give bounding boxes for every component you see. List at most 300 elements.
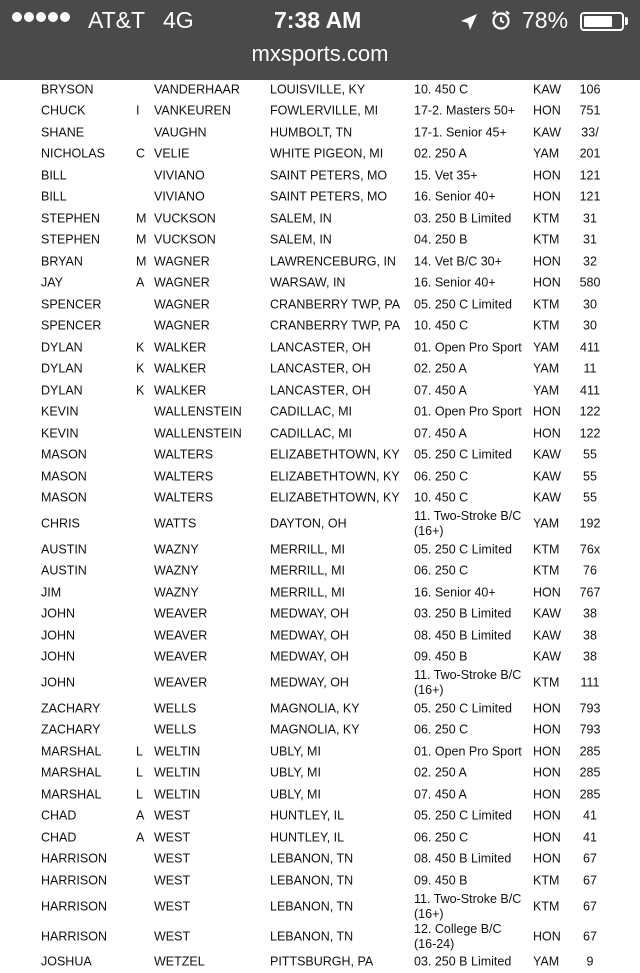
table-row — [0, 402, 640, 424]
first-name-cell: DYLAN — [41, 383, 83, 398]
bike-brand-cell: HON — [533, 190, 561, 205]
first-name-cell: MASON — [41, 469, 87, 484]
first-name-cell: JOHN — [41, 676, 75, 691]
race-class-cell: 15. Vet 35+ — [414, 168, 524, 183]
table-row — [0, 625, 640, 647]
first-name-cell: BILL — [41, 168, 67, 183]
first-name-cell: MASON — [41, 491, 87, 506]
table-row — [0, 423, 640, 445]
first-name-cell: KEVIN — [41, 426, 79, 441]
last-name-cell: WALKER — [154, 362, 206, 377]
bike-brand-cell: KTM — [533, 873, 559, 888]
bike-brand-cell: KAW — [533, 650, 561, 665]
table-row — [0, 251, 640, 273]
table-row — [0, 79, 640, 101]
bike-brand-cell: KTM — [533, 319, 559, 334]
hometown-cell: HUNTLEY, IL — [270, 809, 344, 824]
table-row — [0, 561, 640, 583]
hometown-cell: UBLY, MI — [270, 787, 321, 802]
last-name-cell: WEST — [154, 830, 190, 845]
hometown-cell: MEDWAY, OH — [270, 607, 349, 622]
last-name-cell: VELIE — [154, 147, 189, 162]
bike-brand-cell: KAW — [533, 628, 561, 643]
first-name-cell: JOHN — [41, 628, 75, 643]
table-row — [0, 165, 640, 187]
hometown-cell: MAGNOLIA, KY — [270, 701, 360, 716]
last-name-cell: WEAVER — [154, 607, 207, 622]
hometown-cell: SALEM, IN — [270, 233, 332, 248]
table-row — [0, 316, 640, 338]
first-name-cell: JOHN — [41, 607, 75, 622]
race-class-cell: 01. Open Pro Sport — [414, 744, 524, 759]
middle-initial-cell: K — [136, 340, 144, 355]
race-class-cell: 17-2. Masters 50+ — [414, 104, 524, 119]
last-name-cell: WELTIN — [154, 766, 200, 781]
race-class-cell: 05. 250 C Limited — [414, 701, 524, 716]
rider-number-cell: 411 — [578, 340, 602, 355]
last-name-cell: WELTIN — [154, 787, 200, 802]
battery-percentage: 78% — [522, 6, 568, 34]
hometown-cell: LAWRENCEBURG, IN — [270, 254, 396, 269]
last-name-cell: VIVIANO — [154, 190, 205, 205]
hometown-cell: MEDWAY, OH — [270, 628, 349, 643]
rider-number-cell: 30 — [578, 297, 602, 312]
first-name-cell: SPENCER — [41, 319, 101, 334]
rider-number-cell: 38 — [578, 607, 602, 622]
race-class-cell: 08. 450 B Limited — [414, 628, 524, 643]
first-name-cell: ZACHARY — [41, 701, 101, 716]
table-row — [0, 144, 640, 166]
hometown-cell: PITTSBURGH, PA — [270, 955, 373, 970]
middle-initial-cell: L — [136, 766, 143, 781]
rider-number-cell: 31 — [578, 211, 602, 226]
signal-dot — [12, 12, 22, 22]
rider-number-cell: 41 — [578, 830, 602, 845]
last-name-cell: VANKEUREN — [154, 104, 231, 119]
entry-list-table[interactable] — [0, 79, 640, 960]
battery-terminal — [625, 17, 628, 25]
middle-initial-cell: L — [136, 744, 143, 759]
first-name-cell: JIM — [41, 585, 61, 600]
bike-brand-cell: HON — [533, 929, 561, 944]
hometown-cell: ELIZABETHTOWN, KY — [270, 491, 400, 506]
rider-number-cell: 67 — [578, 852, 602, 867]
hometown-cell: LOUISVILLE, KY — [270, 82, 365, 97]
rider-number-cell: 121 — [578, 168, 602, 183]
rider-number-cell: 9 — [578, 955, 602, 970]
first-name-cell: BILL — [41, 190, 67, 205]
first-name-cell: ZACHARY — [41, 723, 101, 738]
rider-number-cell: 285 — [578, 744, 602, 759]
rider-number-cell: 793 — [578, 723, 602, 738]
race-class-cell: 12. College B/C (16-24) — [414, 922, 524, 952]
last-name-cell: WALLENSTEIN — [154, 405, 242, 420]
middle-initial-cell: M — [136, 233, 146, 248]
race-class-cell: 06. 250 C — [414, 723, 524, 738]
table-row — [0, 466, 640, 488]
bike-brand-cell: HON — [533, 787, 561, 802]
rider-number-cell: 767 — [578, 585, 602, 600]
bike-brand-cell: HON — [533, 254, 561, 269]
middle-initial-cell: M — [136, 254, 146, 269]
rider-number-cell: 192 — [578, 517, 602, 532]
battery-icon — [580, 12, 624, 31]
carrier-label: AT&T — [88, 6, 145, 34]
middle-initial-cell: I — [136, 104, 139, 119]
race-class-cell: 16. Senior 40+ — [414, 190, 524, 205]
bike-brand-cell: KTM — [533, 564, 559, 579]
race-class-cell: 01. Open Pro Sport — [414, 340, 524, 355]
bike-brand-cell: KAW — [533, 607, 561, 622]
race-class-cell: 14. Vet B/C 30+ — [414, 254, 524, 269]
clock: 7:38 AM — [274, 6, 361, 34]
first-name-cell: CHRIS — [41, 517, 80, 532]
hometown-cell: LEBANON, TN — [270, 929, 353, 944]
hometown-cell: DAYTON, OH — [270, 517, 347, 532]
table-row — [0, 741, 640, 763]
first-name-cell: JOHN — [41, 650, 75, 665]
alarm-clock-icon — [490, 9, 512, 37]
race-class-cell: 07. 450 A — [414, 426, 524, 441]
rider-number-cell: 751 — [578, 104, 602, 119]
last-name-cell: WALLENSTEIN — [154, 426, 242, 441]
table-row — [0, 784, 640, 806]
middle-initial-cell: A — [136, 830, 144, 845]
middle-initial-cell: C — [136, 147, 145, 162]
hometown-cell: CADILLAC, MI — [270, 405, 352, 420]
first-name-cell: STEPHEN — [41, 211, 100, 226]
first-name-cell: NICHOLAS — [41, 147, 105, 162]
bike-brand-cell: YAM — [533, 383, 559, 398]
last-name-cell: WALTERS — [154, 448, 213, 463]
race-class-cell: 02. 250 A — [414, 362, 524, 377]
race-class-cell: 16. Senior 40+ — [414, 585, 524, 600]
race-class-cell: 06. 250 C — [414, 830, 524, 845]
first-name-cell: MARSHAL — [41, 766, 101, 781]
race-class-cell: 11. Two-Stroke B/C (16+) — [414, 509, 524, 539]
last-name-cell: WAZNY — [154, 564, 199, 579]
table-row — [0, 509, 640, 539]
rider-number-cell: 55 — [578, 448, 602, 463]
bike-brand-cell: HON — [533, 830, 561, 845]
bike-brand-cell: HON — [533, 168, 561, 183]
last-name-cell: VIVIANO — [154, 168, 205, 183]
race-class-cell: 05. 250 C Limited — [414, 809, 524, 824]
race-class-cell: 09. 450 B — [414, 650, 524, 665]
last-name-cell: WELTIN — [154, 744, 200, 759]
race-class-cell: 05. 250 C Limited — [414, 542, 524, 557]
first-name-cell: STEPHEN — [41, 233, 100, 248]
last-name-cell: VANDERHAAR — [154, 82, 240, 97]
bike-brand-cell: KAW — [533, 82, 561, 97]
first-name-cell: AUSTIN — [41, 564, 87, 579]
last-name-cell: VUCKSON — [154, 211, 216, 226]
network-type: 4G — [163, 6, 194, 34]
hometown-cell: HUMBOLT, TN — [270, 125, 352, 140]
table-row — [0, 892, 640, 922]
rider-number-cell: 285 — [578, 766, 602, 781]
hometown-cell: UBLY, MI — [270, 766, 321, 781]
first-name-cell: DYLAN — [41, 340, 83, 355]
signal-strength-icon — [12, 12, 70, 22]
bike-brand-cell: HON — [533, 426, 561, 441]
middle-initial-cell: A — [136, 276, 144, 291]
signal-dot — [48, 12, 58, 22]
bike-brand-cell: HON — [533, 766, 561, 781]
hometown-cell: UBLY, MI — [270, 744, 321, 759]
last-name-cell: WAGNER — [154, 276, 210, 291]
race-class-cell: 01. Open Pro Sport — [414, 405, 524, 420]
last-name-cell: WEAVER — [154, 650, 207, 665]
race-class-cell: 06. 250 C — [414, 564, 524, 579]
rider-number-cell: 67 — [578, 873, 602, 888]
table-row — [0, 806, 640, 828]
first-name-cell: JOSHUA — [41, 955, 92, 970]
hometown-cell: MERRILL, MI — [270, 585, 345, 600]
table-row — [0, 922, 640, 952]
rider-number-cell: 201 — [578, 147, 602, 162]
rider-number-cell: 32 — [578, 254, 602, 269]
hometown-cell: MERRILL, MI — [270, 564, 345, 579]
browser-top-bar — [0, 0, 640, 80]
middle-initial-cell: K — [136, 362, 144, 377]
hometown-cell: ELIZABETHTOWN, KY — [270, 448, 400, 463]
hometown-cell: LEBANON, TN — [270, 899, 353, 914]
hometown-cell: LANCASTER, OH — [270, 340, 371, 355]
race-class-cell: 11. Two-Stroke B/C (16+) — [414, 892, 524, 922]
bike-brand-cell: HON — [533, 276, 561, 291]
hometown-cell: CADILLAC, MI — [270, 426, 352, 441]
hometown-cell: LANCASTER, OH — [270, 362, 371, 377]
bike-brand-cell: KAW — [533, 125, 561, 140]
rider-number-cell: 121 — [578, 190, 602, 205]
race-class-cell: 05. 250 C Limited — [414, 448, 524, 463]
hometown-cell: SAINT PETERS, MO — [270, 168, 387, 183]
signal-dot — [24, 12, 34, 22]
race-class-cell: 10. 450 C — [414, 319, 524, 334]
last-name-cell: WAGNER — [154, 297, 210, 312]
rider-number-cell: 580 — [578, 276, 602, 291]
signal-dot — [36, 12, 46, 22]
address-bar[interactable]: mxsports.com — [0, 40, 640, 68]
last-name-cell: WEST — [154, 852, 190, 867]
table-row — [0, 187, 640, 209]
table-row — [0, 668, 640, 698]
first-name-cell: DYLAN — [41, 362, 83, 377]
bike-brand-cell: KTM — [533, 297, 559, 312]
bike-brand-cell: KAW — [533, 469, 561, 484]
last-name-cell: WETZEL — [154, 955, 205, 970]
last-name-cell: WALKER — [154, 383, 206, 398]
rider-number-cell: 33/ — [578, 125, 602, 140]
table-row — [0, 647, 640, 669]
first-name-cell: CHUCK — [41, 104, 85, 119]
first-name-cell: BRYAN — [41, 254, 83, 269]
hometown-cell: LEBANON, TN — [270, 873, 353, 888]
table-row — [0, 294, 640, 316]
bike-brand-cell: HON — [533, 723, 561, 738]
race-class-cell: 07. 450 A — [414, 383, 524, 398]
race-class-cell: 10. 450 C — [414, 82, 524, 97]
last-name-cell: WALKER — [154, 340, 206, 355]
race-class-cell: 06. 250 C — [414, 469, 524, 484]
table-row — [0, 763, 640, 785]
last-name-cell: WEST — [154, 899, 190, 914]
table-row — [0, 952, 640, 973]
table-row — [0, 230, 640, 252]
last-name-cell: WEST — [154, 873, 190, 888]
middle-initial-cell: A — [136, 809, 144, 824]
bike-brand-cell: HON — [533, 744, 561, 759]
table-row — [0, 539, 640, 561]
hometown-cell: WHITE PIGEON, MI — [270, 147, 383, 162]
table-row — [0, 720, 640, 742]
middle-initial-cell: K — [136, 383, 144, 398]
table-row — [0, 849, 640, 871]
race-class-cell: 08. 450 B Limited — [414, 852, 524, 867]
bike-brand-cell: KTM — [533, 899, 559, 914]
first-name-cell: MARSHAL — [41, 744, 101, 759]
table-row — [0, 380, 640, 402]
table-row — [0, 122, 640, 144]
race-class-cell: 02. 250 A — [414, 147, 524, 162]
rider-number-cell: 111 — [578, 676, 602, 691]
table-row — [0, 208, 640, 230]
bike-brand-cell: KTM — [533, 233, 559, 248]
first-name-cell: SPENCER — [41, 297, 101, 312]
rider-number-cell: 67 — [578, 929, 602, 944]
hometown-cell: FOWLERVILLE, MI — [270, 104, 378, 119]
hometown-cell: MERRILL, MI — [270, 542, 345, 557]
last-name-cell: WELLS — [154, 723, 196, 738]
table-row — [0, 273, 640, 295]
rider-number-cell: 122 — [578, 405, 602, 420]
race-class-cell: 03. 250 B Limited — [414, 607, 524, 622]
hometown-cell: CRANBERRY TWP, PA — [270, 319, 400, 334]
bike-brand-cell: KTM — [533, 676, 559, 691]
first-name-cell: HARRISON — [41, 929, 107, 944]
last-name-cell: VUCKSON — [154, 233, 216, 248]
rider-number-cell: 38 — [578, 650, 602, 665]
middle-initial-cell: L — [136, 787, 143, 802]
hometown-cell: ELIZABETHTOWN, KY — [270, 469, 400, 484]
table-row — [0, 488, 640, 510]
rider-number-cell: 41 — [578, 809, 602, 824]
table-row — [0, 604, 640, 626]
last-name-cell: VAUGHN — [154, 125, 207, 140]
race-class-cell: 03. 250 B Limited — [414, 211, 524, 226]
rider-number-cell: 285 — [578, 787, 602, 802]
rider-number-cell: 793 — [578, 701, 602, 716]
rider-number-cell: 11 — [578, 362, 602, 377]
first-name-cell: JAY — [41, 276, 63, 291]
rider-number-cell: 76 — [578, 564, 602, 579]
rider-number-cell: 122 — [578, 426, 602, 441]
first-name-cell: MASON — [41, 448, 87, 463]
bike-brand-cell: KAW — [533, 448, 561, 463]
hometown-cell: HUNTLEY, IL — [270, 830, 344, 845]
race-class-cell: 04. 250 B — [414, 233, 524, 248]
hometown-cell: LANCASTER, OH — [270, 383, 371, 398]
rider-number-cell: 55 — [578, 469, 602, 484]
race-class-cell: 02. 250 A — [414, 766, 524, 781]
table-row — [0, 582, 640, 604]
first-name-cell: HARRISON — [41, 873, 107, 888]
bike-brand-cell: KAW — [533, 491, 561, 506]
table-row — [0, 337, 640, 359]
rider-number-cell: 30 — [578, 319, 602, 334]
rider-number-cell: 106 — [578, 82, 602, 97]
first-name-cell: HARRISON — [41, 899, 107, 914]
battery-fill — [584, 16, 612, 27]
table-row — [0, 870, 640, 892]
race-class-cell: 10. 450 C — [414, 491, 524, 506]
rider-number-cell: 38 — [578, 628, 602, 643]
signal-dot — [60, 12, 70, 22]
bike-brand-cell: YAM — [533, 517, 559, 532]
table-row — [0, 101, 640, 123]
last-name-cell: WAZNY — [154, 585, 199, 600]
first-name-cell: AUSTIN — [41, 542, 87, 557]
bike-brand-cell: KTM — [533, 542, 559, 557]
first-name-cell: CHAD — [41, 809, 76, 824]
bike-brand-cell: HON — [533, 585, 561, 600]
first-name-cell: SHANE — [41, 125, 84, 140]
rider-number-cell: 31 — [578, 233, 602, 248]
first-name-cell: KEVIN — [41, 405, 79, 420]
first-name-cell: CHAD — [41, 830, 76, 845]
table-row — [0, 445, 640, 467]
middle-initial-cell: M — [136, 211, 146, 226]
rider-number-cell: 55 — [578, 491, 602, 506]
last-name-cell: WAGNER — [154, 319, 210, 334]
table-row — [0, 698, 640, 720]
first-name-cell: HARRISON — [41, 852, 107, 867]
hometown-cell: CRANBERRY TWP, PA — [270, 297, 400, 312]
last-name-cell: WATTS — [154, 517, 196, 532]
last-name-cell: WALTERS — [154, 469, 213, 484]
race-class-cell: 07. 450 A — [414, 787, 524, 802]
hometown-cell: MAGNOLIA, KY — [270, 723, 360, 738]
hometown-cell: MEDWAY, OH — [270, 676, 349, 691]
bike-brand-cell: HON — [533, 104, 561, 119]
race-class-cell: 11. Two-Stroke B/C (16+) — [414, 668, 524, 698]
last-name-cell: WAZNY — [154, 542, 199, 557]
bike-brand-cell: HON — [533, 809, 561, 824]
last-name-cell: WALTERS — [154, 491, 213, 506]
rider-number-cell: 411 — [578, 383, 602, 398]
bike-brand-cell: KTM — [533, 211, 559, 226]
race-class-cell: 17-1. Senior 45+ — [414, 125, 524, 140]
rider-number-cell: 76x — [578, 542, 602, 557]
race-class-cell: 05. 250 C Limited — [414, 297, 524, 312]
hometown-cell: LEBANON, TN — [270, 852, 353, 867]
last-name-cell: WEAVER — [154, 676, 207, 691]
table-row — [0, 359, 640, 381]
bike-brand-cell: YAM — [533, 340, 559, 355]
bike-brand-cell: YAM — [533, 362, 559, 377]
last-name-cell: WEST — [154, 809, 190, 824]
bike-brand-cell: YAM — [533, 147, 559, 162]
hometown-cell: WARSAW, IN — [270, 276, 345, 291]
hometown-cell: SALEM, IN — [270, 211, 332, 226]
status-bar — [0, 0, 640, 40]
race-class-cell: 03. 250 B Limited — [414, 955, 524, 970]
first-name-cell: MARSHAL — [41, 787, 101, 802]
bike-brand-cell: HON — [533, 701, 561, 716]
last-name-cell: WEST — [154, 929, 190, 944]
hometown-cell: SAINT PETERS, MO — [270, 190, 387, 205]
